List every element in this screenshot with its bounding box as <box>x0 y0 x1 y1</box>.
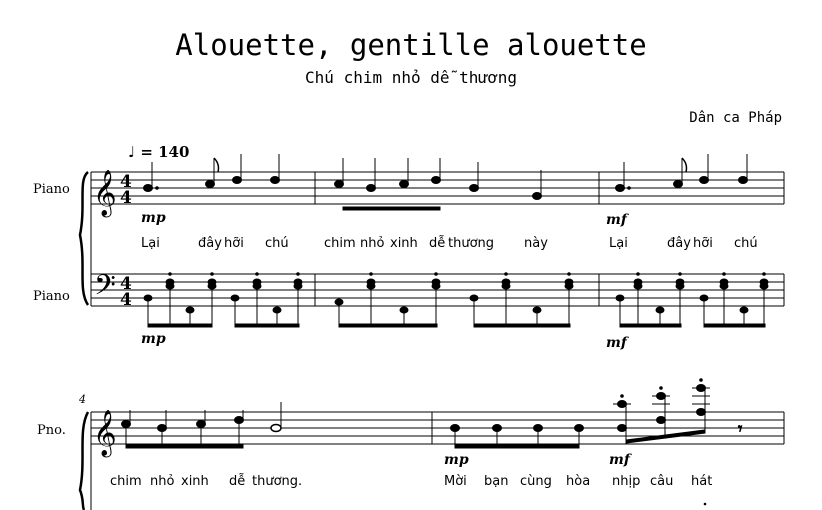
treble-clef-icon: 𝄞 <box>93 170 117 216</box>
lyric-syllable: dễ <box>429 236 446 251</box>
lyric-syllable: hát <box>691 474 713 489</box>
lyric-syllable: này <box>524 236 548 251</box>
lyric-syllable: đây <box>198 236 222 251</box>
lyric-syllable: đây <box>667 236 691 251</box>
lyric-syllable: chú <box>265 236 289 251</box>
lyric-syllable: chim <box>324 236 356 251</box>
grand-staff-brace <box>80 412 88 510</box>
lyric-syllable: bạn <box>484 474 509 489</box>
treble-notes-measure-3 <box>616 154 748 192</box>
staccato-dot <box>704 503 707 506</box>
dynamic-marking: mf <box>609 452 630 468</box>
treble-notes-measure-5 <box>451 379 743 448</box>
lyric-syllable: xinh <box>181 474 209 489</box>
dynamic-marking: mp <box>444 452 469 468</box>
lyric-syllable: Lại <box>141 236 160 251</box>
lyric-syllable: cùng <box>520 474 552 489</box>
grand-staff-brace <box>80 172 88 305</box>
bass-clef-icon: 𝄢 <box>94 269 116 309</box>
treble-clef-icon: 𝄞 <box>93 410 117 456</box>
lyric-syllable: hòa <box>566 474 591 489</box>
tempo-value: = 140 <box>140 143 190 161</box>
lyric-syllable: dễ <box>229 474 246 489</box>
treble-notes-measure-2 <box>335 158 542 210</box>
lyric-syllable: chim <box>110 474 142 489</box>
measure-number: 4 <box>79 393 86 406</box>
treble-staff-system-2 <box>91 412 784 444</box>
lyric-syllable: nhịp <box>612 474 641 489</box>
lyric-syllable: hỡi <box>224 236 244 251</box>
lyric-syllable: thương. <box>252 474 303 489</box>
instrument-name-upper: Piano <box>33 182 70 197</box>
score-title: Alouette, gentille alouette <box>175 28 647 62</box>
lyric-syllable: thương <box>448 236 495 251</box>
dynamic-marking: mf <box>606 212 627 228</box>
treble-notes-measure-4 <box>122 402 282 448</box>
quarter-note-icon: ♩ <box>128 143 136 161</box>
lyric-syllable: nhỏ <box>150 474 175 489</box>
lyric-syllable: hỡi <box>693 236 713 251</box>
dynamic-marking: mp <box>141 210 166 226</box>
lyric-syllable: Lại <box>609 236 628 251</box>
score-subtitle: Chú chim nhỏ dễ thương <box>305 68 517 87</box>
eighth-rest-icon: 𝄾 <box>738 419 743 438</box>
composer-credit: Dân ca Pháp <box>689 110 782 126</box>
instrument-name-lower: Piano <box>33 289 70 304</box>
dynamic-marking: mf <box>606 335 627 351</box>
time-signature-bottom: 4 <box>120 188 132 208</box>
dynamic-marking: mp <box>141 331 166 347</box>
treble-notes-measure-1 <box>144 154 280 192</box>
lyric-syllable: câu <box>650 474 674 489</box>
lyric-syllable: Mời <box>444 474 467 489</box>
lyric-syllable: chú <box>734 236 758 251</box>
instrument-name-abbrev: Pno. <box>37 423 66 438</box>
time-signature-top: 4 <box>120 172 132 192</box>
barlines <box>315 172 784 306</box>
time-signature-bottom: 4 <box>120 290 132 310</box>
bass-notes-system-1 <box>144 273 768 327</box>
lyric-syllable: nhỏ <box>360 236 385 251</box>
time-signature-top: 4 <box>120 274 132 294</box>
lyric-syllable: xinh <box>390 236 418 251</box>
